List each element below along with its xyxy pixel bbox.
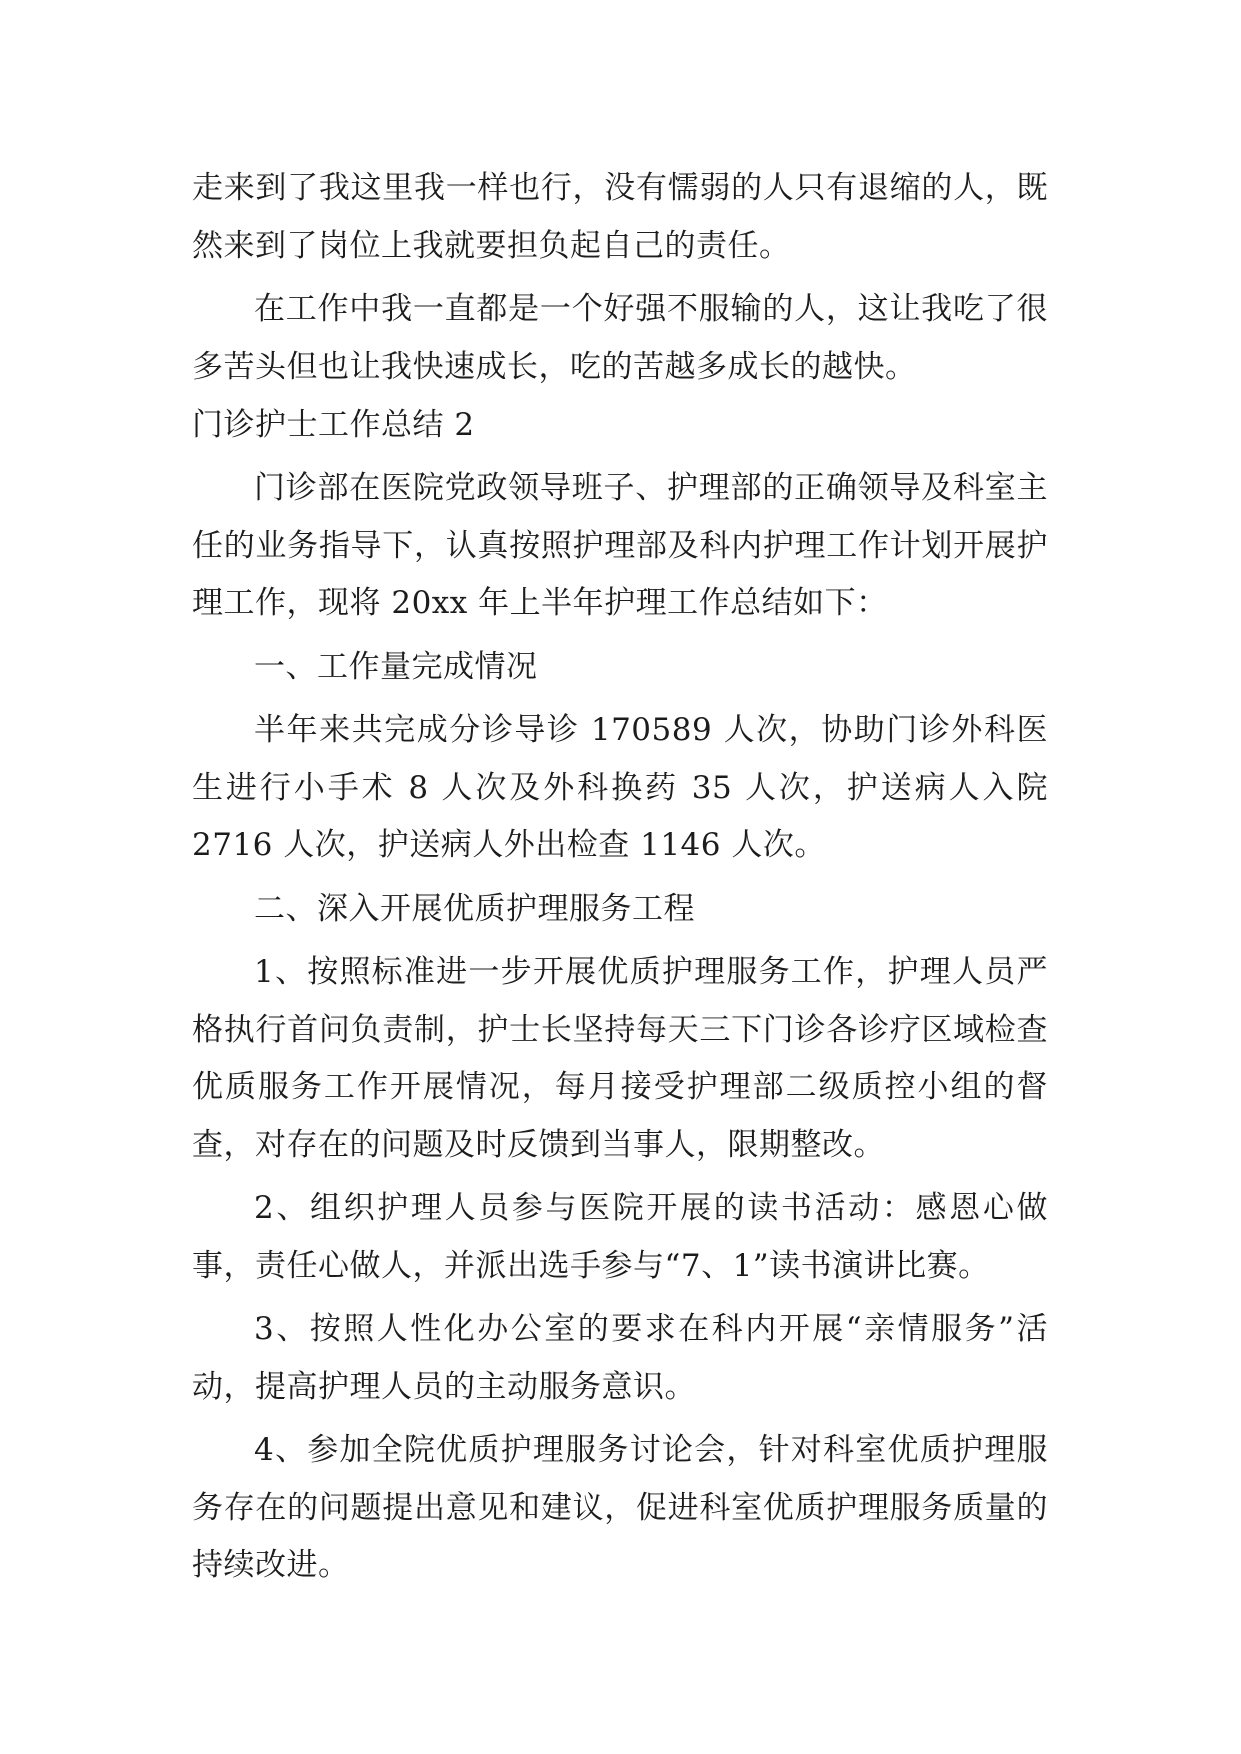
paragraph-workload: 半年来共完成分诊导诊 170589 人次，协助门诊外科医生进行小手术 8 人次及外科换药 35 人次，护送病人入院 2716 人次，护送病人外出检查 1146 人次。 [192,712,1048,863]
paragraph-item-2: 2、组织护理人员参与医院开展的读书活动：感恩心做事，责任心做人，并派出选手参与“7、1”读书演讲比赛。 [192,1190,1048,1284]
section-title: 门诊护士工作总结 2 [192,407,475,443]
paragraph-item-3: 3、按照人性化办公室的要求在科内开展“亲情服务”活动，提高护理人员的主动服务意识。 [192,1311,1048,1405]
paragraph-continuation: 走来到了我这里我一样也行，没有懦弱的人只有退缩的人，既然来到了岗位上我就要担负起自己的责任。 [192,170,1048,264]
paragraph-intro: 门诊部在医院党政领导班子、护理部的正确领导及科室主任的业务指导下，认真按照护理部及科内护理工作计划开展护理工作，现将 20xx 年上半年护理工作总结如下： [192,470,1048,621]
subheading-quality-care: 二、深入开展优质护理服务工程 [254,890,695,927]
paragraph-personal-growth: 在工作中我一直都是一个好强不服输的人，这让我吃了很多苦头但也让我快速成长，吃的苦越多成长的越快。 [192,291,1048,385]
paragraph-item-4: 4、参加全院优质护理服务讨论会，针对科室优质护理服务存在的问题提出意见和建议，促进科室优质护理服务质量的持续改进。 [192,1432,1048,1583]
document-body [192,160,1048,1595]
paragraph-item-1: 1、按照标准进一步开展优质护理服务工作，护理人员严格执行首问负责制，护士长坚持每天三下门诊各诊疗区域检查优质服务工作开展情况，每月接受护理部二级质控小组的督查，对存在的问题及时反馈到当事人，限期整改。 [192,954,1048,1163]
subheading-workload: 一、工作量完成情况 [254,648,538,685]
